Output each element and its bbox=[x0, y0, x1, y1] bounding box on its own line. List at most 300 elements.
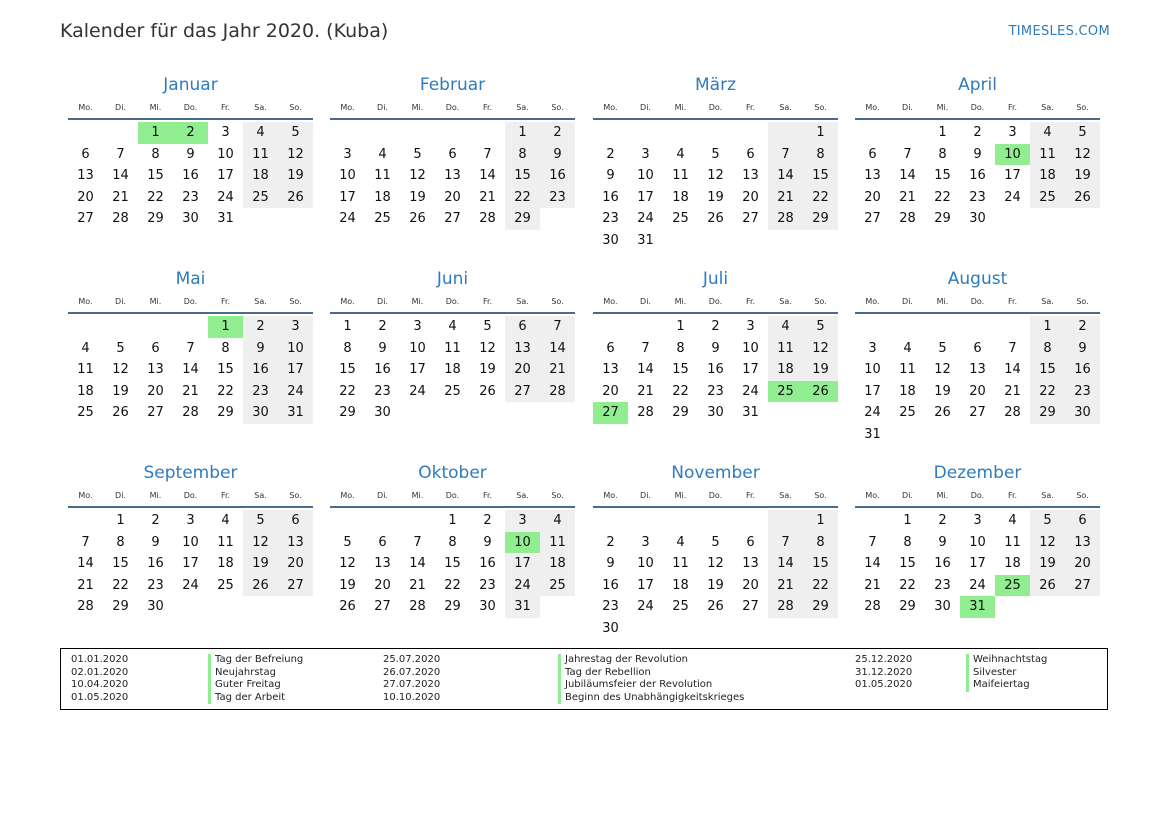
day-cell: 12 bbox=[707, 556, 724, 572]
weekday-label: So. bbox=[814, 103, 827, 112]
day-cell: 26 bbox=[339, 599, 356, 615]
day-cell: 23 bbox=[243, 381, 278, 403]
day-cell: 8 bbox=[448, 534, 457, 550]
day-cell: 18 bbox=[540, 553, 575, 575]
day-cell: 10 bbox=[505, 532, 540, 554]
day-cell: 26 bbox=[803, 381, 838, 403]
weekday-header bbox=[330, 292, 575, 314]
day-cell: 6 bbox=[81, 146, 90, 162]
empty-day-cell bbox=[470, 402, 505, 424]
month-name: September bbox=[143, 463, 238, 483]
empty-day-cell bbox=[68, 122, 103, 144]
empty-day-cell bbox=[173, 316, 208, 338]
day-cell: 19 bbox=[479, 362, 496, 378]
weekday-label: Di. bbox=[115, 491, 126, 500]
day-cell: 3 bbox=[278, 316, 313, 338]
day-cell: 28 bbox=[899, 211, 916, 227]
day-cell: 12 bbox=[707, 168, 724, 184]
month-10 bbox=[330, 462, 575, 618]
day-cell: 20 bbox=[602, 383, 619, 399]
day-cell: 30 bbox=[182, 211, 199, 227]
day-cell: 20 bbox=[969, 383, 986, 399]
day-cell: 5 bbox=[483, 319, 492, 334]
empty-day-cell bbox=[365, 510, 400, 532]
day-cell: 8 bbox=[1030, 338, 1065, 360]
day-cell: 28 bbox=[768, 596, 803, 618]
day-cell: 29 bbox=[899, 599, 916, 615]
day-cell: 11 bbox=[374, 168, 391, 184]
weekday-label: Mo. bbox=[865, 491, 880, 500]
empty-day-cell bbox=[768, 618, 803, 640]
day-cell: 28 bbox=[112, 211, 129, 227]
day-cell: 10 bbox=[409, 340, 426, 356]
day-cell: 27 bbox=[77, 211, 94, 227]
empty-day-cell bbox=[400, 510, 435, 532]
day-cell: 24 bbox=[742, 383, 759, 399]
day-cell: 27 bbox=[278, 575, 313, 597]
day-cell: 15 bbox=[505, 165, 540, 187]
weekday-label: Mi. bbox=[674, 297, 687, 306]
month-4 bbox=[855, 74, 1100, 230]
day-cell: 7 bbox=[540, 316, 575, 338]
day-cell: 12 bbox=[934, 362, 951, 378]
empty-day-cell bbox=[628, 122, 663, 144]
day-cell: 20 bbox=[505, 359, 540, 381]
day-cell: 5 bbox=[116, 340, 125, 356]
day-cell: 23 bbox=[969, 189, 986, 205]
empty-day-cell bbox=[540, 208, 575, 230]
day-cell: 11 bbox=[1004, 534, 1021, 550]
empty-day-cell bbox=[470, 122, 505, 144]
day-cell: 31 bbox=[742, 405, 759, 421]
day-cell: 2 bbox=[243, 316, 278, 338]
day-grid bbox=[593, 510, 838, 640]
day-cell: 30 bbox=[479, 599, 496, 615]
day-cell: 18 bbox=[768, 359, 803, 381]
legend-date: 10.04.2020 bbox=[71, 679, 129, 691]
weekday-label: Mi. bbox=[411, 491, 424, 500]
empty-day-cell bbox=[995, 596, 1030, 618]
day-cell: 26 bbox=[934, 405, 951, 421]
day-cell: 14 bbox=[768, 553, 803, 575]
day-cell: 31 bbox=[637, 232, 654, 248]
weekday-label: Sa. bbox=[1041, 491, 1054, 500]
month-11 bbox=[593, 462, 838, 640]
empty-day-cell bbox=[698, 230, 733, 252]
weekday-label: So. bbox=[551, 491, 564, 500]
weekday-label: Fr. bbox=[220, 297, 231, 306]
day-cell: 2 bbox=[606, 146, 615, 162]
legend-dates-2 bbox=[383, 654, 440, 704]
day-cell: 24 bbox=[182, 577, 199, 593]
day-cell: 13 bbox=[864, 168, 881, 184]
day-cell: 13 bbox=[969, 362, 986, 378]
day-cell: 29 bbox=[217, 405, 234, 421]
empty-day-cell bbox=[208, 596, 243, 618]
day-cell: 22 bbox=[112, 577, 129, 593]
day-cell: 8 bbox=[803, 144, 838, 166]
day-cell: 8 bbox=[221, 340, 230, 356]
day-cell: 25 bbox=[243, 187, 278, 209]
day-cell: 20 bbox=[278, 553, 313, 575]
day-cell: 17 bbox=[637, 577, 654, 593]
day-cell: 23 bbox=[602, 211, 619, 227]
weekday-label: Mo. bbox=[865, 297, 880, 306]
day-cell: 10 bbox=[278, 338, 313, 360]
legend-holiday-name: Tag der Befreiung bbox=[208, 654, 303, 667]
day-cell: 5 bbox=[243, 510, 278, 532]
day-cell: 3 bbox=[221, 125, 230, 140]
day-cell: 28 bbox=[479, 211, 496, 227]
day-cell: 12 bbox=[1065, 144, 1100, 166]
weekday-label: Mi. bbox=[149, 491, 162, 500]
day-cell: 22 bbox=[339, 383, 356, 399]
day-cell: 26 bbox=[112, 405, 129, 421]
day-cell: 24 bbox=[409, 383, 426, 399]
day-cell: 13 bbox=[374, 556, 391, 572]
day-cell: 20 bbox=[864, 189, 881, 205]
day-cell: 12 bbox=[243, 532, 278, 554]
day-cell: 22 bbox=[1030, 381, 1065, 403]
day-cell: 23 bbox=[479, 577, 496, 593]
day-cell: 31 bbox=[960, 596, 995, 618]
weekday-label: Di. bbox=[377, 103, 388, 112]
day-cell: 5 bbox=[1030, 510, 1065, 532]
day-cell: 1 bbox=[138, 122, 173, 144]
day-cell: 2 bbox=[938, 513, 947, 528]
empty-day-cell bbox=[698, 510, 733, 532]
legend-dates-1 bbox=[71, 654, 128, 704]
day-cell: 19 bbox=[339, 577, 356, 593]
day-grid bbox=[855, 510, 1100, 618]
month-1 bbox=[68, 74, 313, 230]
holiday-legend bbox=[60, 648, 1108, 710]
weekday-header bbox=[330, 98, 575, 120]
day-cell: 2 bbox=[1065, 316, 1100, 338]
day-cell: 16 bbox=[540, 165, 575, 187]
month-name: Februar bbox=[419, 75, 486, 95]
weekday-label: Fr. bbox=[482, 297, 493, 306]
empty-day-cell bbox=[628, 510, 663, 532]
day-cell: 15 bbox=[803, 553, 838, 575]
day-cell: 7 bbox=[641, 340, 650, 356]
legend-holiday-name: Weihnachtstag bbox=[966, 654, 1047, 667]
day-cell: 19 bbox=[1065, 165, 1100, 187]
empty-day-cell bbox=[733, 122, 768, 144]
legend-holiday-name: Maifeiertag bbox=[966, 679, 1047, 692]
day-cell: 27 bbox=[969, 405, 986, 421]
empty-day-cell bbox=[855, 122, 890, 144]
legend-names-3 bbox=[966, 654, 1047, 692]
day-cell: 25 bbox=[768, 381, 803, 403]
day-cell: 8 bbox=[116, 534, 125, 550]
day-cell: 11 bbox=[243, 144, 278, 166]
day-cell: 18 bbox=[1030, 165, 1065, 187]
weekday-label: Mi. bbox=[674, 103, 687, 112]
empty-day-cell bbox=[803, 230, 838, 252]
empty-day-cell bbox=[278, 596, 313, 618]
day-cell: 29 bbox=[803, 208, 838, 230]
month-8 bbox=[855, 268, 1100, 446]
day-cell: 13 bbox=[602, 362, 619, 378]
day-cell: 22 bbox=[672, 383, 689, 399]
day-cell: 1 bbox=[803, 122, 838, 144]
day-cell: 14 bbox=[77, 556, 94, 572]
day-cell: 26 bbox=[707, 599, 724, 615]
weekday-label: Mo. bbox=[603, 103, 618, 112]
day-cell: 9 bbox=[1065, 338, 1100, 360]
day-cell: 6 bbox=[278, 510, 313, 532]
day-cell: 5 bbox=[803, 316, 838, 338]
day-cell: 25 bbox=[540, 575, 575, 597]
empty-day-cell bbox=[995, 424, 1030, 446]
empty-day-cell bbox=[593, 510, 628, 532]
day-cell: 17 bbox=[217, 168, 234, 184]
legend-holiday-name: Tag der Arbeit bbox=[208, 692, 303, 705]
legend-date: 26.07.2020 bbox=[383, 666, 441, 678]
weekday-header bbox=[855, 98, 1100, 120]
day-cell: 12 bbox=[803, 338, 838, 360]
weekday-label: Do. bbox=[445, 103, 460, 112]
day-grid bbox=[330, 316, 575, 424]
empty-day-cell bbox=[698, 618, 733, 640]
legend-date: 01.01.2020 bbox=[71, 654, 129, 665]
weekday-header bbox=[68, 292, 313, 314]
empty-day-cell bbox=[68, 510, 103, 532]
day-cell: 17 bbox=[969, 556, 986, 572]
day-cell: 3 bbox=[1008, 125, 1017, 140]
day-cell: 25 bbox=[217, 577, 234, 593]
day-cell: 11 bbox=[1030, 144, 1065, 166]
day-cell: 16 bbox=[147, 556, 164, 572]
day-cell: 15 bbox=[444, 556, 461, 572]
day-cell: 21 bbox=[479, 189, 496, 205]
month-9 bbox=[68, 462, 313, 618]
day-cell: 18 bbox=[672, 189, 689, 205]
day-cell: 15 bbox=[803, 165, 838, 187]
day-cell: 26 bbox=[278, 187, 313, 209]
empty-day-cell bbox=[435, 122, 470, 144]
day-grid bbox=[68, 510, 313, 618]
legend-date: 31.12.2020 bbox=[855, 666, 913, 678]
day-cell: 1 bbox=[676, 319, 685, 334]
day-grid bbox=[855, 122, 1100, 230]
day-cell: 26 bbox=[243, 575, 278, 597]
day-cell: 7 bbox=[483, 146, 492, 162]
legend-holiday-name: Beginn des Unabhängigkeitskrieges bbox=[558, 692, 744, 705]
day-cell: 14 bbox=[479, 168, 496, 184]
weekday-label: Do. bbox=[445, 491, 460, 500]
day-cell: 25 bbox=[672, 599, 689, 615]
empty-day-cell bbox=[400, 402, 435, 424]
legend-holiday-name: Tag der Rebellion bbox=[558, 667, 744, 680]
day-cell: 25 bbox=[77, 405, 94, 421]
day-cell: 16 bbox=[374, 362, 391, 378]
day-cell: 6 bbox=[151, 340, 160, 356]
legend-holiday-name: Jubiläumsfeier der Revolution bbox=[558, 679, 744, 692]
weekday-header bbox=[593, 486, 838, 508]
day-cell: 23 bbox=[1065, 381, 1100, 403]
day-cell: 24 bbox=[969, 577, 986, 593]
day-cell: 27 bbox=[147, 405, 164, 421]
day-cell: 29 bbox=[147, 211, 164, 227]
empty-day-cell bbox=[593, 122, 628, 144]
month-name: November bbox=[671, 463, 760, 483]
empty-day-cell bbox=[138, 316, 173, 338]
day-grid bbox=[593, 316, 838, 424]
day-cell: 20 bbox=[147, 383, 164, 399]
day-cell: 10 bbox=[995, 144, 1030, 166]
day-cell: 23 bbox=[374, 383, 391, 399]
day-cell: 27 bbox=[864, 211, 881, 227]
day-cell: 15 bbox=[112, 556, 129, 572]
day-cell: 27 bbox=[505, 381, 540, 403]
day-cell: 8 bbox=[903, 534, 912, 550]
day-cell: 21 bbox=[864, 577, 881, 593]
day-cell: 12 bbox=[112, 362, 129, 378]
day-cell: 6 bbox=[868, 146, 877, 162]
day-cell: 19 bbox=[112, 383, 129, 399]
day-cell: 13 bbox=[444, 168, 461, 184]
weekday-label: Mi. bbox=[411, 297, 424, 306]
weekday-label: Sa. bbox=[254, 491, 267, 500]
day-cell: 14 bbox=[182, 362, 199, 378]
day-cell: 17 bbox=[278, 359, 313, 381]
day-cell: 16 bbox=[934, 556, 951, 572]
day-cell: 2 bbox=[173, 122, 208, 144]
day-cell: 7 bbox=[1008, 340, 1017, 356]
weekday-label: Mi. bbox=[411, 103, 424, 112]
day-cell: 28 bbox=[182, 405, 199, 421]
month-3 bbox=[593, 74, 838, 252]
day-cell: 5 bbox=[413, 146, 422, 162]
day-cell: 30 bbox=[969, 211, 986, 227]
empty-day-cell bbox=[890, 424, 925, 446]
day-cell: 7 bbox=[81, 534, 90, 550]
legend-date: 01.05.2020 bbox=[71, 691, 129, 703]
day-cell: 22 bbox=[803, 187, 838, 209]
day-cell: 24 bbox=[864, 405, 881, 421]
weekday-header bbox=[855, 292, 1100, 314]
day-cell: 8 bbox=[505, 144, 540, 166]
day-cell: 20 bbox=[1065, 553, 1100, 575]
day-cell: 21 bbox=[409, 577, 426, 593]
empty-day-cell bbox=[663, 618, 698, 640]
day-cell: 22 bbox=[505, 187, 540, 209]
day-cell: 26 bbox=[1065, 187, 1100, 209]
weekday-label: Mi. bbox=[149, 103, 162, 112]
day-cell: 12 bbox=[479, 340, 496, 356]
day-cell: 28 bbox=[768, 208, 803, 230]
day-cell: 17 bbox=[339, 189, 356, 205]
weekday-label: Sa. bbox=[1041, 103, 1054, 112]
day-cell: 16 bbox=[602, 577, 619, 593]
day-cell: 10 bbox=[182, 534, 199, 550]
day-cell: 18 bbox=[444, 362, 461, 378]
day-cell: 15 bbox=[217, 362, 234, 378]
day-cell: 19 bbox=[707, 189, 724, 205]
weekday-label: Mo. bbox=[78, 491, 93, 500]
day-cell: 24 bbox=[278, 381, 313, 403]
legend-dates-3 bbox=[855, 654, 912, 692]
day-cell: 30 bbox=[602, 232, 619, 248]
month-name: Mai bbox=[175, 269, 206, 289]
weekday-label: Mi. bbox=[149, 297, 162, 306]
weekday-label: Di. bbox=[902, 297, 913, 306]
weekday-label: Do. bbox=[445, 297, 460, 306]
empty-day-cell bbox=[330, 510, 365, 532]
day-cell: 3 bbox=[505, 510, 540, 532]
day-cell: 13 bbox=[1065, 532, 1100, 554]
empty-day-cell bbox=[768, 510, 803, 532]
day-cell: 7 bbox=[868, 534, 877, 550]
day-cell: 10 bbox=[742, 340, 759, 356]
day-cell: 9 bbox=[973, 146, 982, 162]
day-cell: 2 bbox=[483, 513, 492, 528]
legend-date: 25.07.2020 bbox=[383, 654, 441, 665]
weekday-header bbox=[855, 486, 1100, 508]
weekday-label: Di. bbox=[377, 297, 388, 306]
weekday-label: Di. bbox=[640, 103, 651, 112]
empty-day-cell bbox=[1030, 596, 1065, 618]
day-cell: 6 bbox=[1065, 510, 1100, 532]
day-cell: 5 bbox=[278, 122, 313, 144]
empty-day-cell bbox=[173, 596, 208, 618]
day-cell: 2 bbox=[540, 122, 575, 144]
day-cell: 22 bbox=[899, 577, 916, 593]
day-cell: 23 bbox=[540, 187, 575, 209]
day-cell: 1 bbox=[505, 122, 540, 144]
empty-day-cell bbox=[890, 122, 925, 144]
day-cell: 28 bbox=[77, 599, 94, 615]
day-cell: 19 bbox=[1030, 553, 1065, 575]
day-cell: 28 bbox=[409, 599, 426, 615]
weekday-label: Mo. bbox=[78, 297, 93, 306]
empty-day-cell bbox=[890, 316, 925, 338]
day-cell: 11 bbox=[77, 362, 94, 378]
empty-day-cell bbox=[435, 402, 470, 424]
day-cell: 17 bbox=[409, 362, 426, 378]
weekday-label: Do. bbox=[970, 297, 985, 306]
brand-link[interactable]: TIMESLES.COM bbox=[1008, 24, 1110, 39]
day-cell: 30 bbox=[1065, 402, 1100, 424]
weekday-label: Fr. bbox=[745, 103, 756, 112]
page-title: Kalender für das Jahr 2020. (Kuba) bbox=[60, 20, 389, 42]
empty-day-cell bbox=[960, 316, 995, 338]
day-cell: 7 bbox=[768, 532, 803, 554]
weekday-label: Sa. bbox=[516, 103, 529, 112]
day-cell: 20 bbox=[374, 577, 391, 593]
day-cell: 11 bbox=[899, 362, 916, 378]
day-cell: 13 bbox=[278, 532, 313, 554]
weekday-label: Fr. bbox=[220, 491, 231, 500]
day-cell: 5 bbox=[343, 534, 352, 550]
day-cell: 9 bbox=[186, 146, 195, 162]
day-cell: 23 bbox=[707, 383, 724, 399]
day-cell: 4 bbox=[676, 146, 685, 162]
weekday-label: Do. bbox=[183, 297, 198, 306]
day-cell: 4 bbox=[903, 340, 912, 356]
day-cell: 5 bbox=[711, 534, 720, 550]
day-cell: 18 bbox=[1004, 556, 1021, 572]
day-cell: 19 bbox=[707, 577, 724, 593]
month-7 bbox=[593, 268, 838, 424]
day-cell: 21 bbox=[637, 383, 654, 399]
empty-day-cell bbox=[733, 230, 768, 252]
day-cell: 13 bbox=[742, 556, 759, 572]
empty-day-cell bbox=[1065, 424, 1100, 446]
day-cell: 19 bbox=[278, 165, 313, 187]
